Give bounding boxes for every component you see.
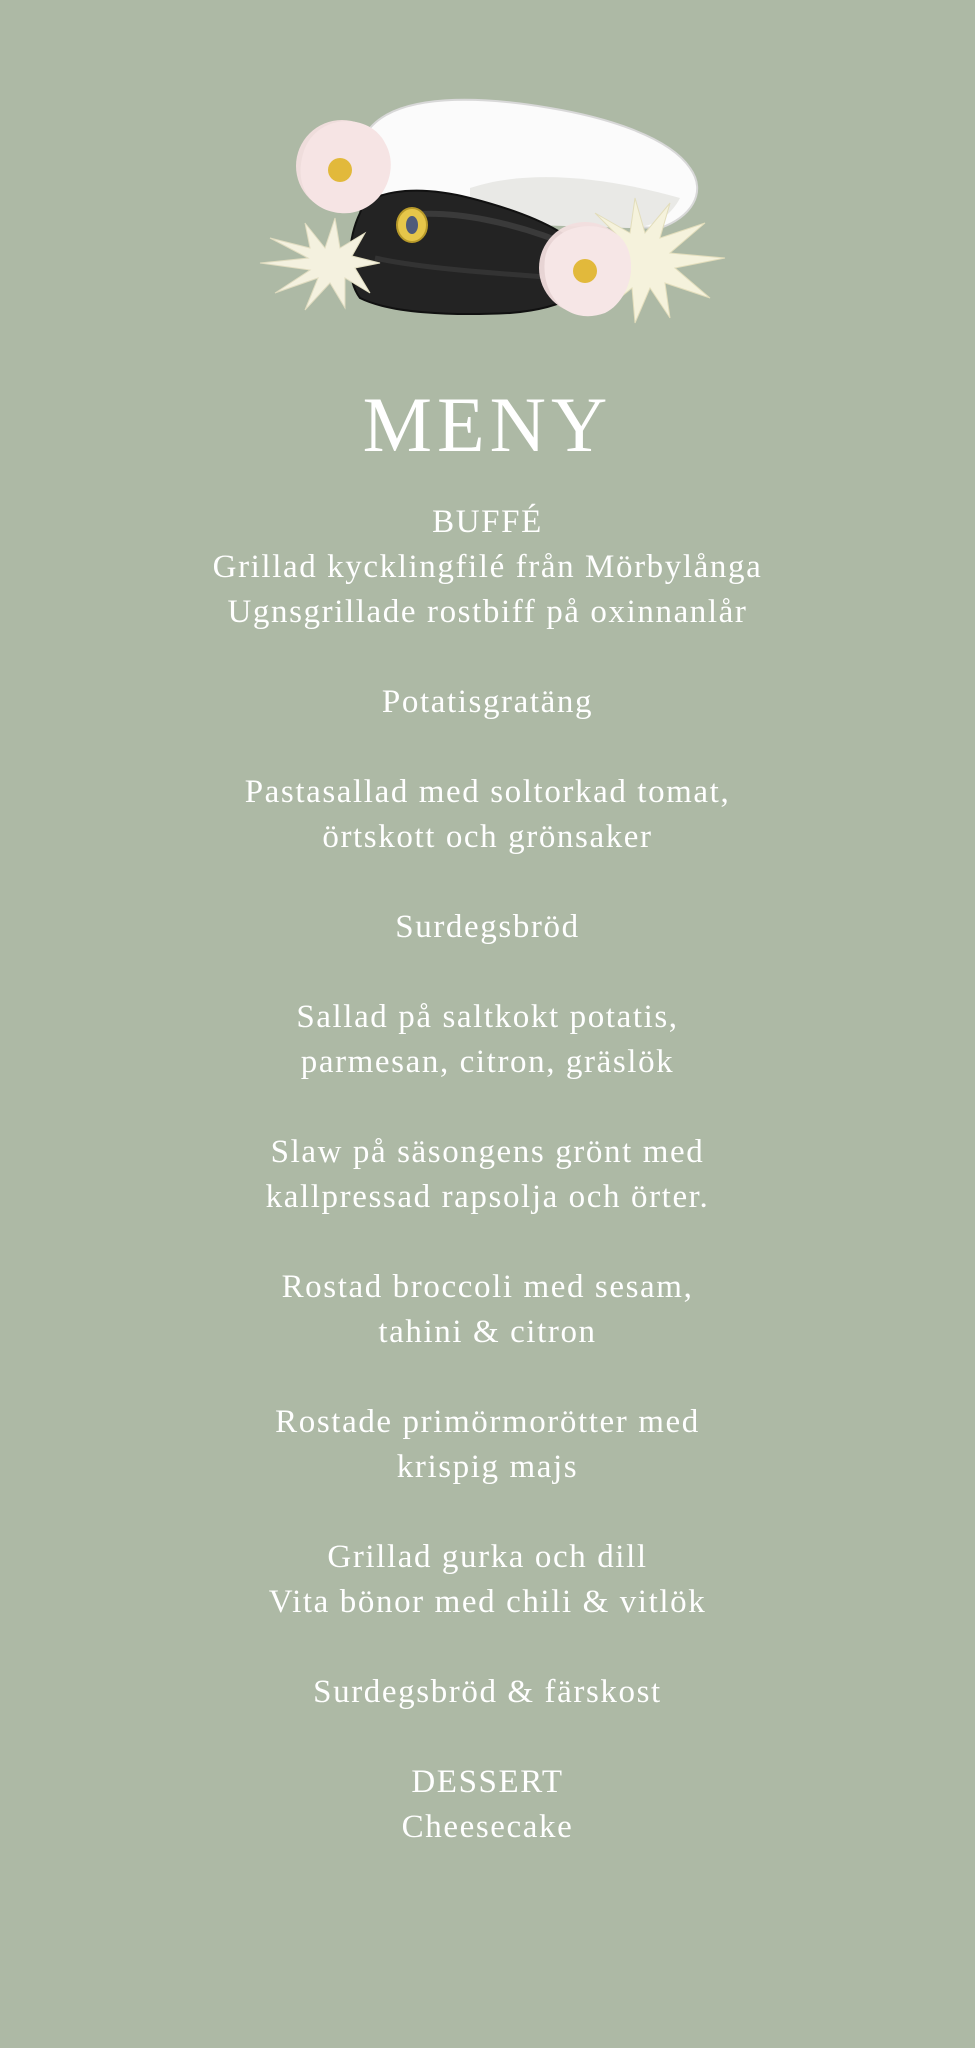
menu-item: tahini & citron [378, 1314, 597, 1350]
menu-item: kallpressad rapsolja och örter. [265, 1179, 710, 1215]
menu-item: Cheesecake [401, 1809, 574, 1845]
cap-badge-center [406, 216, 418, 234]
menu-title: MENY [362, 381, 613, 468]
menu-item: Surdegsbröd [395, 909, 580, 945]
menu-item: parmesan, citron, gräslök [300, 1044, 675, 1080]
section-heading-dessert: DESSERT [411, 1764, 564, 1800]
menu-item: Vita bönor med chili & vitlök [268, 1584, 707, 1620]
student-cap-with-flowers-illustration [250, 88, 740, 338]
menu-item: Grillad gurka och dill [327, 1539, 648, 1575]
menu-item: örtskott och grönsaker [322, 819, 653, 855]
section-heading-buffe: BUFFÉ [432, 504, 543, 540]
menu-body [0, 500, 975, 1850]
left-pink-flower [296, 120, 391, 213]
menu-item: Rostad broccoli med sesam, [281, 1269, 694, 1305]
menu-item: Grillad kycklingfilé från Mörbylånga [212, 549, 763, 585]
menu-item: Rostade primörmorötter med [275, 1404, 700, 1440]
menu-item: Ugnsgrillade rostbiff på oxinnanlår [227, 594, 748, 630]
menu-item: Potatisgratäng [381, 684, 594, 720]
menu-item: Sallad på saltkokt potatis, [296, 999, 679, 1035]
menu-item: krispig majs [396, 1449, 579, 1485]
menu-item: Pastasallad med soltorkad tomat, [244, 774, 731, 810]
menu-item: Slaw på säsongens grönt med [270, 1134, 705, 1170]
menu-item: Surdegsbröd & färskost [313, 1674, 662, 1710]
